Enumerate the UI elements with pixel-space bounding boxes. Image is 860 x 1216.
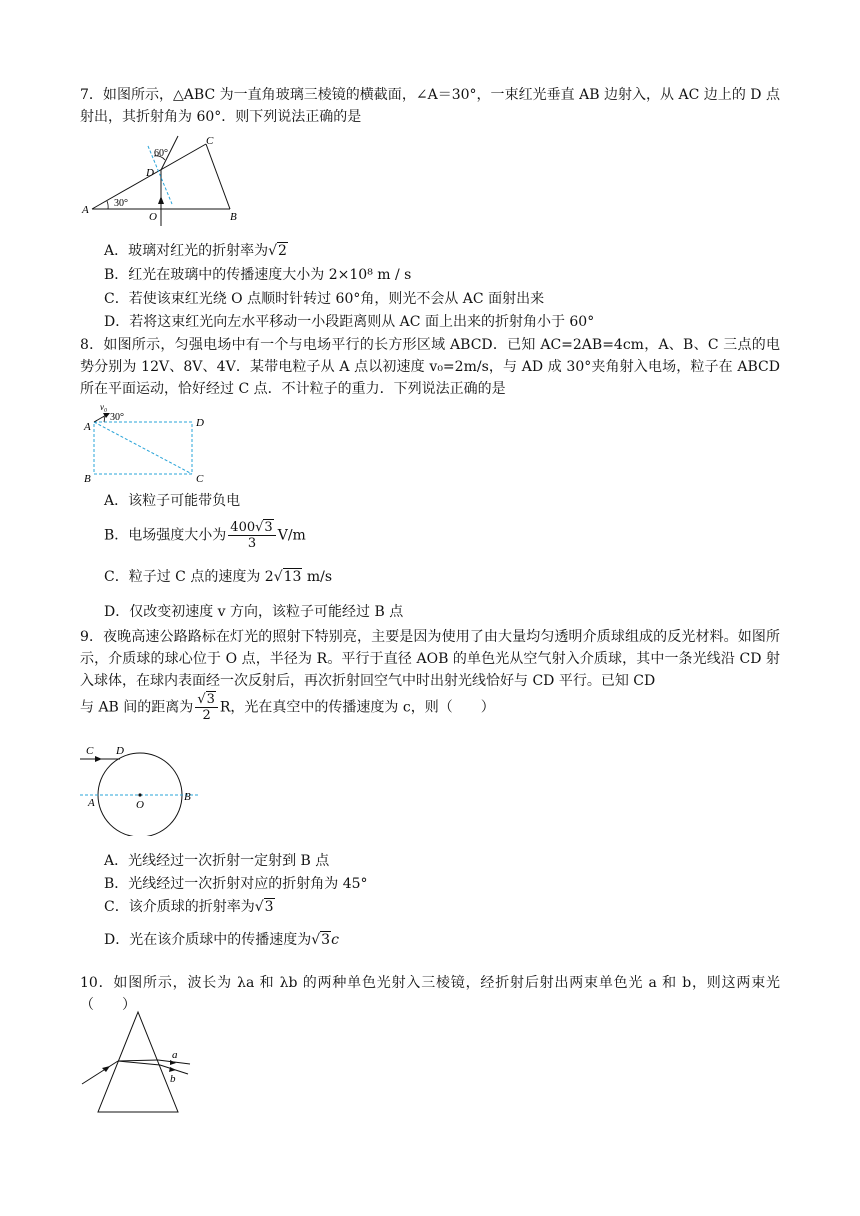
q9-label-a: A [88, 797, 95, 809]
q7-option-a-radicand: 2 [278, 243, 287, 259]
q7-angle-a: 30° [114, 198, 128, 209]
q8-option-c-text: C．粒子过 C 点的速度为 2 [104, 569, 274, 585]
q9-sphere-figure [80, 740, 200, 836]
q7-label-o: O [149, 211, 157, 223]
q9-stem-cont-end: R，光在真空中的传播速度为 c，则（ ） [219, 699, 495, 716]
q7-option-c: C．若使该束红光绕 O 点顺时针转过 60°角，则光不会从 AC 面射出来 [104, 291, 545, 307]
q9-label-b: B [184, 791, 191, 803]
q7-option-d: D．若将这束红光向左水平移动一小段距离则从 AC 面上出来的折射角小于 60° [104, 314, 595, 330]
q8-option-c-radicand: 13 [283, 569, 302, 585]
q7-label-d: D [146, 167, 154, 179]
q8-option-b-unit: V/m [277, 527, 306, 544]
q9-option-d-radicand: 3 [321, 932, 331, 948]
q9-option-c-text: C．该介质球的折射率为 [104, 899, 255, 915]
q9-option-d: D．光在该介质球中的传播速度为√3c [104, 932, 339, 948]
q7-label-b: B [230, 211, 237, 223]
q7-option-b: B．红光在玻璃中的传播速度大小为 2×10⁸ m / s [104, 267, 412, 283]
q7-label-c: C [206, 135, 214, 147]
q10-label-b: b [170, 1073, 176, 1085]
q10-label-a: a [172, 1049, 178, 1061]
q8-option-b [104, 520, 306, 551]
q8-label-a: A [84, 421, 91, 433]
q8-option-c: C．粒子过 C 点的速度为 2√13 m/s [104, 569, 333, 585]
q9-label-d: D [116, 745, 124, 757]
q8-label-b: B [84, 473, 91, 485]
q7-label-a: A [82, 204, 89, 216]
q8-label-c: C [196, 473, 204, 485]
q10-stem: 10．如图所示，波长为 λa 和 λb 的两种单色光射入三棱镜，经折射后射出两束单色光 a 和 b，则这两束光（ ） [80, 975, 780, 1013]
q8-option-d: D．仅改变初速度 v 方向，该粒子可能经过 B 点 [104, 604, 404, 620]
q8-option-c-unit: m/s [306, 569, 333, 585]
q10-prism-figure [80, 1008, 200, 1116]
q8-label-v0: v₀ [100, 402, 108, 412]
q9-option-b: B．光线经过一次折射对应的折射角为 45° [104, 876, 368, 892]
q9-option-d-c: c [331, 932, 339, 948]
q9-stem-cont-text: 与 AB 间的距离为 [80, 699, 194, 716]
q8-angle: 30° [110, 412, 124, 423]
q8-label-d: D [196, 417, 204, 429]
q9-stem-cont [80, 692, 780, 723]
q9-label-c: C [86, 745, 94, 757]
q8-option-b-text: B．电场强度大小为 [104, 527, 227, 544]
q7-angle-d: 60° [154, 148, 168, 159]
q7-prism-figure [80, 134, 250, 226]
q9-label-o: O [136, 799, 144, 811]
q7-option-a: A．玻璃对红光的折射率为√2 [104, 243, 287, 259]
q8-rectangle-figure [80, 400, 210, 486]
q7-stem: 7．如图所示，△ABC 为一直角玻璃三棱镜的横截面，∠A＝30°，一束红光垂直 AB 边射入，从 AC 边上的 D 点射出，其折射角为 60°．则下列说法正确的是 [80, 87, 780, 125]
q8-option-b-fraction: $\frac{400√3}{3}$ [228, 520, 275, 551]
q9-stem: 9．夜晚高速公路路标在灯光的照射下特别亮，主要是因为使用了由大量均匀透明介质球组成的反光材料。如图所示，介质球的球心位于 O 点，半径为 R。平行于直径 AOB 的单色光从空气射入介质球，其中一条光线沿 CD 射入球体，在球内表面经一次反射后，再次折射回空气中时出射光线恰好与 CD 平行。已知 CD [80, 629, 780, 689]
q9-option-c: C．该介质球的折射率为√3 [104, 899, 274, 915]
q9-option-a: A．光线经过一次折射一定射到 B 点 [104, 853, 330, 869]
q9-distance-fraction: $\frac{√3}{2}$ [195, 692, 218, 723]
q8-stem: 8．如图所示，匀强电场中有一个与电场平行的长方形区域 ABCD．已知 AC=2AB=4cm，A、B、C 三点的电势分别为 12V、8V、4V．某带电粒子从 A 点以初速度 v₀=2m/s，与 AD 成 30°夹角射入电场，粒子在 ABCD 所在平面运动，恰好经过 C 点．不计粒子的重力．下列说法正确的是 [80, 337, 780, 397]
q8-option-a: A．该粒子可能带负电 [104, 493, 241, 509]
q9-option-d-text: D．光在该介质球中的传播速度为 [104, 932, 312, 948]
q7-option-a-text: A．玻璃对红光的折射率为 [104, 243, 269, 259]
q9-option-c-radicand: 3 [264, 899, 274, 915]
